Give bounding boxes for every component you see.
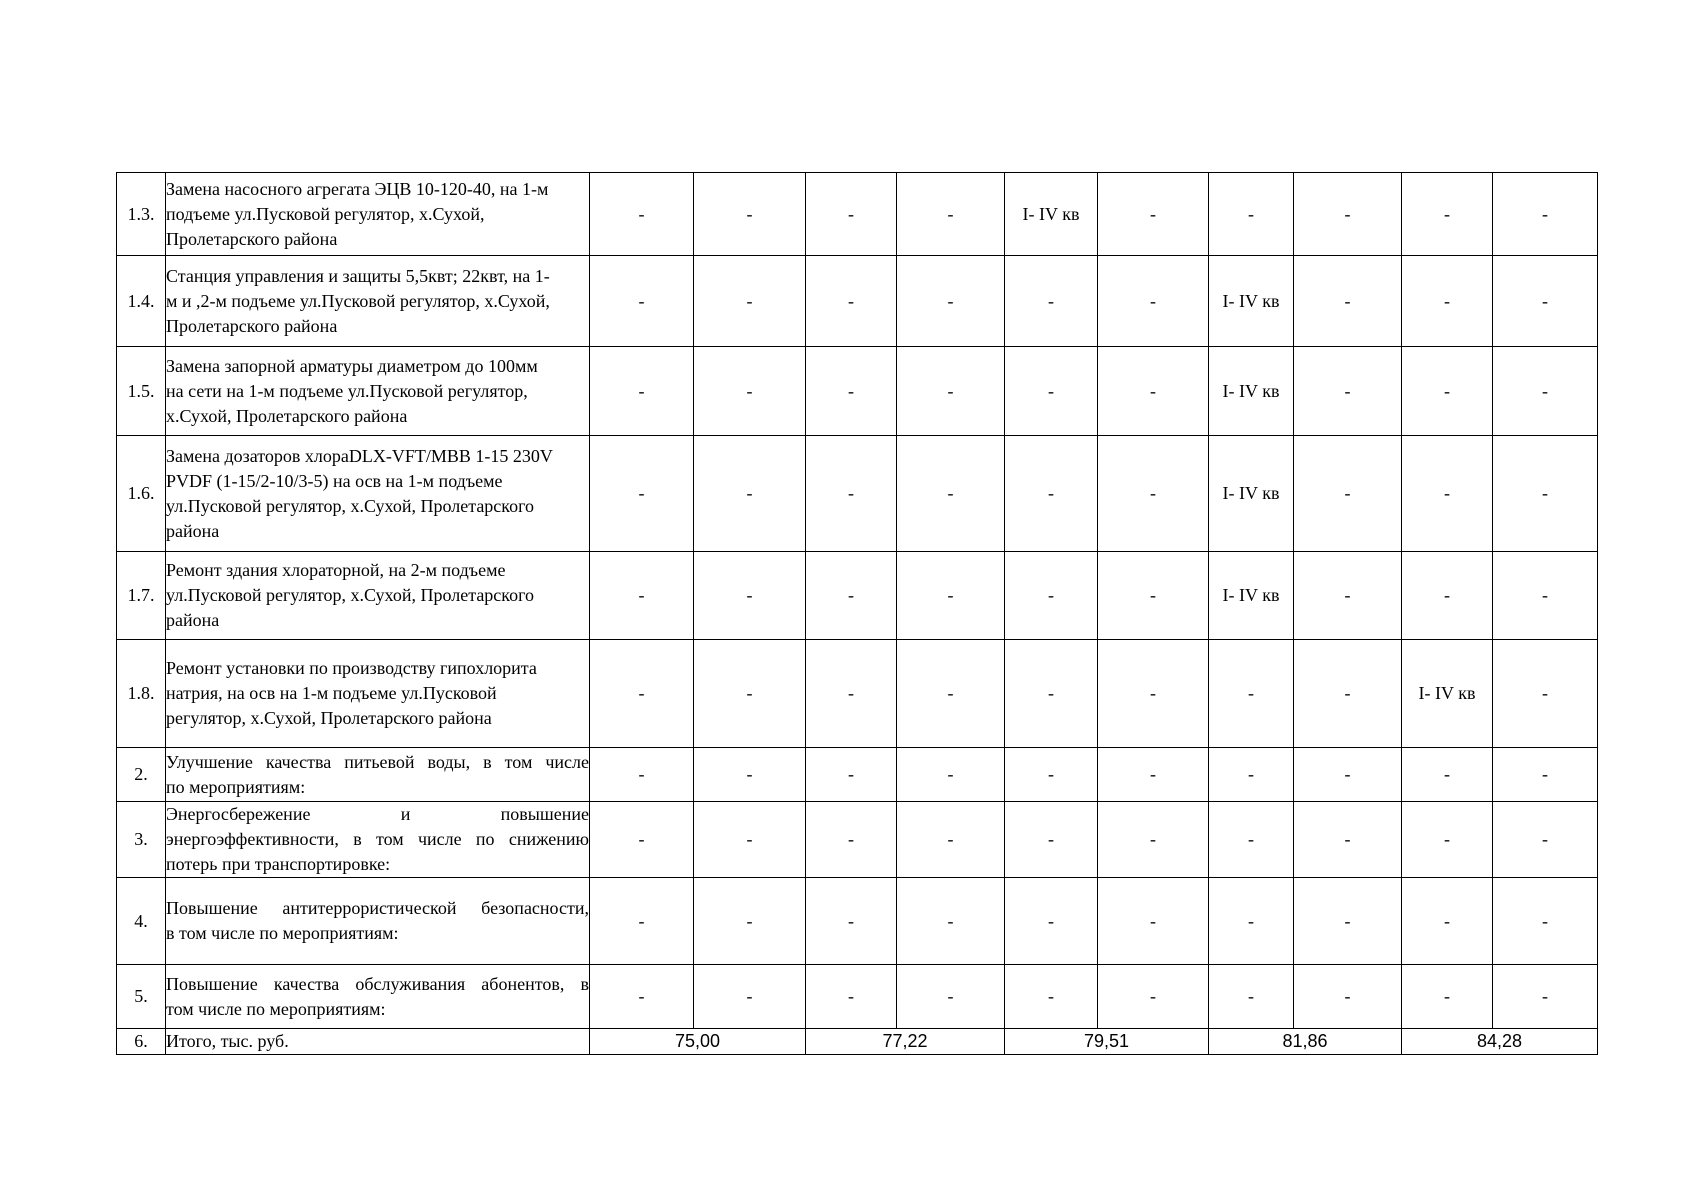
table-row — [117, 640, 1598, 748]
schedule-cell: - — [590, 748, 694, 802]
schedule-cell: - — [1493, 552, 1598, 640]
schedule-cell: - — [1005, 640, 1098, 748]
total-value: 77,22 — [806, 1029, 1005, 1055]
total-value: 84,28 — [1402, 1029, 1598, 1055]
schedule-cell: I- IV кв — [1209, 436, 1294, 552]
schedule-cell: - — [1402, 173, 1493, 256]
description-line: по мероприятиям: — [166, 776, 306, 797]
total-value: 75,00 — [590, 1029, 806, 1055]
total-row — [117, 1029, 1598, 1055]
schedule-cell: - — [1493, 347, 1598, 436]
schedule-cell: - — [1294, 173, 1402, 256]
row-description — [166, 173, 590, 256]
schedule-cell: - — [897, 347, 1005, 436]
description-line: Повышение качества обслуживания абонентов, в — [166, 973, 589, 994]
schedule-cell: - — [590, 256, 694, 347]
schedule-cell: - — [1098, 748, 1209, 802]
description-line: Пролетарского района — [166, 315, 338, 336]
schedule-cell: - — [806, 802, 897, 878]
schedule-cell: - — [590, 802, 694, 878]
schedule-cell: - — [694, 256, 806, 347]
schedule-cell: - — [1098, 878, 1209, 965]
row-number: 1.6. — [117, 436, 166, 552]
schedule-cell: - — [1402, 878, 1493, 965]
row-description — [166, 802, 590, 878]
schedule-cell: - — [1402, 802, 1493, 878]
schedule-table — [116, 172, 1598, 1055]
row-number: 1.4. — [117, 256, 166, 347]
description-line: Улучшение качества питьевой воды, в том числе — [166, 751, 589, 772]
description-line: Замена дозаторов хлораDLX-VFT/MBB 1-15 230V — [166, 445, 553, 466]
row-number: 2. — [117, 748, 166, 802]
row-description — [166, 552, 590, 640]
schedule-cell: - — [1098, 965, 1209, 1029]
schedule-cell: - — [1005, 802, 1098, 878]
table-row — [117, 802, 1598, 878]
description-line: натрия, на осв на 1-м подъеме ул.Пусковой — [166, 683, 497, 703]
schedule-cell: - — [1402, 552, 1493, 640]
row-number: 1.3. — [117, 173, 166, 256]
description-line: Повышение антитеррористической безопасности, — [166, 898, 589, 918]
row-number: 1.5. — [117, 347, 166, 436]
description-line: регулятор, х.Сухой, Пролетарского района — [166, 708, 492, 728]
schedule-cell: - — [1294, 347, 1402, 436]
schedule-cell: - — [1294, 802, 1402, 878]
schedule-cell: - — [1493, 802, 1598, 878]
description-line: Пролетарского района — [166, 228, 338, 249]
schedule-cell: - — [1098, 802, 1209, 878]
description-line: в том числе по мероприятиям: — [166, 923, 399, 943]
schedule-cell: - — [1005, 552, 1098, 640]
schedule-cell: - — [897, 436, 1005, 552]
schedule-cell: - — [1493, 748, 1598, 802]
description-line: ул.Пусковой регулятор, х.Сухой, Пролетарского — [166, 585, 535, 605]
schedule-cell: - — [590, 965, 694, 1029]
schedule-cell: - — [694, 552, 806, 640]
schedule-cell: - — [897, 256, 1005, 347]
schedule-cell: - — [1402, 748, 1493, 802]
schedule-cell: I- IV кв — [1209, 552, 1294, 640]
description-line: х.Сухой, Пролетарского района — [166, 405, 408, 426]
schedule-cell: - — [1098, 552, 1209, 640]
row-description — [166, 436, 590, 552]
schedule-cell: - — [694, 965, 806, 1029]
schedule-cell: - — [806, 640, 897, 748]
schedule-cell: - — [694, 640, 806, 748]
row-description — [166, 347, 590, 436]
schedule-cell: - — [897, 552, 1005, 640]
table-row — [117, 436, 1598, 552]
schedule-cell: - — [694, 802, 806, 878]
description-line: Энергосбережение и повышение — [166, 804, 589, 824]
schedule-cell: - — [1493, 436, 1598, 552]
total-label: Итого, тыс. руб. — [166, 1029, 590, 1055]
schedule-cell: - — [1098, 256, 1209, 347]
description-line: ул.Пусковой регулятор, х.Сухой, Пролетарского — [166, 495, 535, 516]
schedule-cell: I- IV кв — [1402, 640, 1493, 748]
schedule-cell: - — [897, 748, 1005, 802]
schedule-cell: - — [694, 347, 806, 436]
schedule-cell: - — [897, 173, 1005, 256]
schedule-cell: - — [897, 965, 1005, 1029]
table-row — [117, 173, 1598, 256]
schedule-cell: - — [1005, 256, 1098, 347]
row-number: 3. — [117, 802, 166, 878]
description-line: том числе по мероприятиям: — [166, 998, 386, 1019]
schedule-cell: - — [1294, 552, 1402, 640]
description-line: района — [166, 520, 220, 541]
schedule-cell: - — [1209, 748, 1294, 802]
row-description — [166, 878, 590, 965]
description-line: подъеме ул.Пусковой регулятор, х.Сухой, — [166, 203, 485, 224]
schedule-cell: - — [1209, 965, 1294, 1029]
schedule-cell: - — [694, 436, 806, 552]
schedule-cell: - — [1493, 173, 1598, 256]
schedule-cell: - — [1005, 965, 1098, 1029]
schedule-cell: - — [1005, 436, 1098, 552]
total-value: 79,51 — [1005, 1029, 1209, 1055]
schedule-cell: - — [1294, 640, 1402, 748]
schedule-cell: - — [1209, 173, 1294, 256]
schedule-cell: - — [1209, 640, 1294, 748]
schedule-cell: - — [1098, 347, 1209, 436]
schedule-cell: - — [1402, 347, 1493, 436]
description-line: PVDF (1-15/2-10/3-5) на осв на 1-м подъеме — [166, 470, 503, 491]
schedule-cell: - — [1005, 748, 1098, 802]
schedule-cell: - — [590, 173, 694, 256]
schedule-cell: - — [590, 640, 694, 748]
schedule-cell: - — [806, 878, 897, 965]
schedule-cell: - — [1402, 965, 1493, 1029]
table-row — [117, 347, 1598, 436]
schedule-cell: - — [1098, 173, 1209, 256]
description-line: Замена насосного агрегата ЭЦВ 10-120-40, на 1-м — [166, 178, 549, 199]
schedule-cell: - — [1294, 256, 1402, 347]
table-row — [117, 748, 1598, 802]
row-description — [166, 965, 590, 1029]
description-line: Замена запорной арматуры диаметром до 100мм — [166, 355, 538, 376]
schedule-cell: - — [806, 965, 897, 1029]
schedule-cell: - — [806, 256, 897, 347]
description-line: района — [166, 610, 220, 630]
row-description — [166, 640, 590, 748]
schedule-cell: - — [806, 347, 897, 436]
schedule-cell: - — [1294, 436, 1402, 552]
schedule-cell: - — [1294, 878, 1402, 965]
description-line: Станция управления и защиты 5,5квт; 22квт, на 1- — [166, 265, 550, 286]
schedule-cell: I- IV кв — [1005, 173, 1098, 256]
schedule-cell: - — [1005, 878, 1098, 965]
schedule-cell: - — [1402, 256, 1493, 347]
schedule-cell: - — [897, 640, 1005, 748]
schedule-cell: - — [590, 347, 694, 436]
description-line: Ремонт здания хлораторной, на 2-м подъеме — [166, 560, 506, 580]
schedule-cell: - — [1294, 965, 1402, 1029]
schedule-cell: - — [1402, 436, 1493, 552]
schedule-cell: - — [590, 878, 694, 965]
schedule-cell: - — [1294, 748, 1402, 802]
schedule-cell: - — [1493, 640, 1598, 748]
schedule-cell: - — [806, 436, 897, 552]
row-description — [166, 748, 590, 802]
description-line: на сети на 1-м подъеме ул.Пусковой регулятор, — [166, 380, 528, 401]
schedule-cell: - — [694, 173, 806, 256]
row-number: 1.7. — [117, 552, 166, 640]
row-number: 1.8. — [117, 640, 166, 748]
schedule-cell: - — [590, 552, 694, 640]
schedule-cell: - — [1209, 878, 1294, 965]
schedule-cell: - — [694, 878, 806, 965]
schedule-cell: - — [1493, 256, 1598, 347]
description-line: потерь при транспортировке: — [166, 854, 391, 874]
row-number: 4. — [117, 878, 166, 965]
schedule-cell: I- IV кв — [1209, 256, 1294, 347]
schedule-cell: I- IV кв — [1209, 347, 1294, 436]
schedule-cell: - — [806, 748, 897, 802]
row-number: 5. — [117, 965, 166, 1029]
description-line: м и ,2-м подъеме ул.Пусковой регулятор, х.Сухой, — [166, 290, 550, 311]
total-row-number: 6. — [117, 1029, 166, 1055]
table-row — [117, 552, 1598, 640]
schedule-cell: - — [897, 878, 1005, 965]
schedule-cell: - — [806, 552, 897, 640]
schedule-cell: - — [897, 802, 1005, 878]
schedule-cell: - — [1209, 802, 1294, 878]
schedule-cell: - — [1493, 878, 1598, 965]
table-row — [117, 878, 1598, 965]
table-row — [117, 256, 1598, 347]
schedule-cell: - — [1005, 347, 1098, 436]
schedule-cell: - — [1098, 436, 1209, 552]
table-row — [117, 965, 1598, 1029]
description-line: энергоэффективности, в том числе по снижению — [166, 829, 589, 849]
schedule-cell: - — [1098, 640, 1209, 748]
schedule-cell: - — [694, 748, 806, 802]
schedule-cell: - — [590, 436, 694, 552]
schedule-cell: - — [806, 173, 897, 256]
schedule-cell: - — [1493, 965, 1598, 1029]
description-line: Ремонт установки по производству гипохлорита — [166, 658, 537, 678]
total-value: 81,86 — [1209, 1029, 1402, 1055]
row-description — [166, 256, 590, 347]
